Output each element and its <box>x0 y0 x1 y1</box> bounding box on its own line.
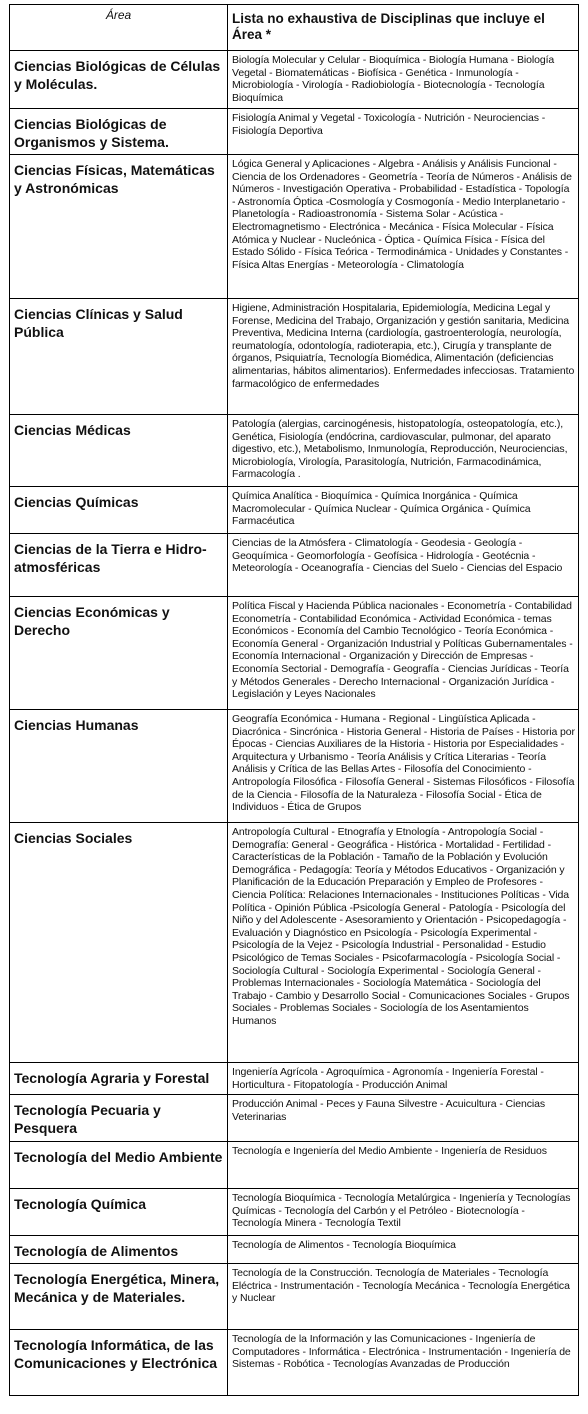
area-name: Ciencias Sociales <box>10 823 228 1063</box>
table-row <box>10 155 579 299</box>
area-name: Ciencias Químicas <box>10 487 228 534</box>
table-row <box>10 415 579 487</box>
table-row <box>10 487 579 534</box>
header-area: Área <box>10 5 228 51</box>
area-disciplines: Fisiología Animal y Vegetal - Toxicología - Nutrición - Neurociencias - Fisiología Deportiva <box>228 109 579 155</box>
table-row <box>10 1063 579 1095</box>
area-disciplines: Ingeniería Agrícola - Agroquímica - Agronomía - Ingeniería Forestal - Horticultura - Fitopatología - Producción Animal <box>228 1063 579 1095</box>
area-disciplines: Higiene, Administración Hospitalaria, Epidemiología, Medicina Legal y Forense, Medicina del Trabajo, Organización y gestión sanitaria, Medicina Preventiva, Medicina Interna (cardiología, gastroenterología, neurología, reumatología, odontología, radioterapia, etc.), Cirugía y transplante de órganos, Psiquiatría, Tecnología Biomédica, Alimentación (deficiencias alimentarias, hábitos alimentarios). Enfermedades infecciosas. Tratamiento farmacológico de enfermedades <box>228 299 579 415</box>
area-name: Ciencias Económicas y Derecho <box>10 597 228 710</box>
area-name: Tecnología Agraria y Forestal <box>10 1063 228 1095</box>
disciplines-table-container <box>9 4 578 1396</box>
disciplines-table <box>9 4 579 1396</box>
area-name: Ciencias Biológicas de Organismos y Sistema. <box>10 109 228 155</box>
table-row <box>10 534 579 597</box>
area-name: Tecnología Pecuaria y Pesquera <box>10 1095 228 1142</box>
area-disciplines: Ciencias de la Atmósfera - Climatología - Geodesia - Geología - Geoquímica - Geomorfología - Geofísica - Hidrología - Geotécnia - Meteorología - Oceanografía - Ciencias del Suelo - Ciencias del Espacio <box>228 534 579 597</box>
area-name: Ciencias Biológicas de Células y Moléculas. <box>10 51 228 109</box>
area-disciplines: Antropología Cultural - Etnografía y Etnología - Antropología Social - Demografía: General - Geográfica - Histórica - Mortalidad - Fertilidad - Características de la Población - Tamaño de la Población y Evolución Demográfica - Pedagogía: Teoría y Métodos Educativos - Organización y Planificación de la Educación Preparación y Empleo de Profesores - Ciencia Política: Relaciones Internacionales - Instituciones Políticas - Vida Política - Opinión Pública -Psicología General - Patología - Psicología del Niño y del Adolescente - Asesoramiento y Orientación - Psicopedagogía - Evaluación y Diagnóstico en Psicología - Psicología Experimental - Psicología de la Vejez - Psicología Industrial - Personalidad - Estudio Psicológico de Temas Sociales - Psicofarmacología - Psicología Social - Sociología Cultural - Sociología Experimental - Sociología General - Problemas Internacionales - Sociología Matemática - Sociología del Trabajo - Cambio y Desarrollo Social - Comunicaciones Sociales - Grupos Sociales - Problemas Sociales - Sociología de los Asentamientos Humanos <box>228 823 579 1063</box>
table-row <box>10 299 579 415</box>
area-name: Ciencias de la Tierra e Hidro-atmosféricas <box>10 534 228 597</box>
area-name: Tecnología Química <box>10 1189 228 1236</box>
table-row <box>10 1264 579 1330</box>
table-row <box>10 1095 579 1142</box>
area-disciplines: Tecnología e Ingeniería del Medio Ambiente - Ingeniería de Residuos <box>228 1142 579 1189</box>
area-disciplines: Producción Animal - Peces y Fauna Silvestre - Acuicultura - Ciencias Veterinarias <box>228 1095 579 1142</box>
table-row <box>10 710 579 823</box>
area-name: Tecnología Informática, de las Comunicaciones y Electrónica <box>10 1330 228 1396</box>
area-disciplines: Tecnología de Alimentos - Tecnología Bioquímica <box>228 1236 579 1264</box>
table-row <box>10 1330 579 1396</box>
header-disciplines: Lista no exhaustiva de Disciplinas que incluye el Área * <box>228 5 579 51</box>
area-disciplines: Política Fiscal y Hacienda Pública nacionales - Econometría - Contabilidad Econometría - Contabilidad Económica - Actividad Económica - temas Económicos - Economía del Cambio Tecnológico - Teoría Económica - Economía General - Organización Industrial y Políticas Gubernamentales - Economía Internacional - Organización y Dirección de Empresas - Economía Sectorial - Demografía - Geografía - Ciencias Jurídicas - Teoría y Métodos Generales - Derecho Internacional - Organización Jurídica - Legislación y Leyes Nacionales <box>228 597 579 710</box>
area-disciplines: Química Analítica - Bioquímica - Química Inorgánica - Química Macromolecular - Química Nuclear - Química Orgánica - Química Farmacéutica <box>228 487 579 534</box>
table-row <box>10 109 579 155</box>
area-name: Tecnología del Medio Ambiente <box>10 1142 228 1189</box>
area-disciplines: Geografía Económica - Humana - Regional - Lingüística Aplicada - Diacrónica - Sincrónica - Historia General - Historia de Países - Historia por Épocas - Ciencias Auxiliares de la Historia - Historia por Especialidades - Arquitectura y Urbanismo - Teoría Análisis y Crítica Literarias - Teoría Análisis y Crítica de las Bellas Artes - Filosofía del Conocimiento - Antropología Filosófica - Filosofía General - Sistemas Filosóficos - Filosofía de la Ciencia - Filosofía de la Naturaleza - Filosofía Social - Ética de Individuos - Ética de Grupos <box>228 710 579 823</box>
table-row <box>10 597 579 710</box>
area-name: Ciencias Físicas, Matemáticas y Astronómicas <box>10 155 228 299</box>
area-disciplines: Tecnología Bioquímica - Tecnología Metalúrgica - Ingeniería y Tecnologías Químicas - Tecnología del Carbón y el Petróleo - Biotecnología - Tecnología Minera - Tecnología Textil <box>228 1189 579 1236</box>
table-row <box>10 51 579 109</box>
area-name: Tecnología Energética, Minera, Mecánica y de Materiales. <box>10 1264 228 1330</box>
area-disciplines: Tecnología de la Información y las Comunicaciones - Ingeniería de Computadores - Informática - Electrónica - Instrumentación - Ingeniería de Sistemas - Robótica - Tecnologías Avanzadas de Producción <box>228 1330 579 1396</box>
table-row <box>10 1189 579 1236</box>
area-disciplines: Lógica General y Aplicaciones - Algebra - Análisis y Análisis Funcional - Ciencia de los Ordenadores - Geometría - Teoría de Números - Análisis de Números - Investigación Operativa - Probabilidad - Estadística - Topología - Astronomía Óptica -Cosmología y Cosmogonía - Medio Interplanetario - Planetología - Radioastronomía - Sistema Solar - Acústica - Electromagnetismo - Electrónica - Mecánica - Física Molecular - Física Atómica y Nuclear - Nucleónica - Óptica - Química Física - Física del Estado Sólido - Física Teórica - Termodinámica - Unidades y Constantes - Física Altas Energías - Meteorología - Climatología <box>228 155 579 299</box>
area-disciplines: Patología (alergias, carcinogénesis, histopatología, osteopatología, etc.), Genética, Fisiología (endócrina, cardiovascular, pulmonar, del aparato digestivo, etc.), Metabolismo, Inmunología, Reproducción, Neurociencias, Microbiología, Virología, Parasitología, Nutrición, Farmacodinámica, Farmacología . <box>228 415 579 487</box>
table-row <box>10 1142 579 1189</box>
area-disciplines: Biología Molecular y Celular - Bioquímica - Biología Humana - Biología Vegetal - Biomatemáticas - Biofísica - Genética - Inmunología - Microbiología - Virología - Radiobiología - Biotecnología - Tecnología Bioquímica <box>228 51 579 109</box>
table-row <box>10 1236 579 1264</box>
area-name: Tecnología de Alimentos <box>10 1236 228 1264</box>
table-header-row <box>10 5 579 51</box>
area-name: Ciencias Médicas <box>10 415 228 487</box>
area-name: Ciencias Clínicas y Salud Pública <box>10 299 228 415</box>
area-disciplines: Tecnología de la Construcción. Tecnología de Materiales - Tecnología Eléctrica - Instrumentación - Tecnología Mecánica - Tecnología Energética y Nuclear <box>228 1264 579 1330</box>
area-name: Ciencias Humanas <box>10 710 228 823</box>
table-row <box>10 823 579 1063</box>
